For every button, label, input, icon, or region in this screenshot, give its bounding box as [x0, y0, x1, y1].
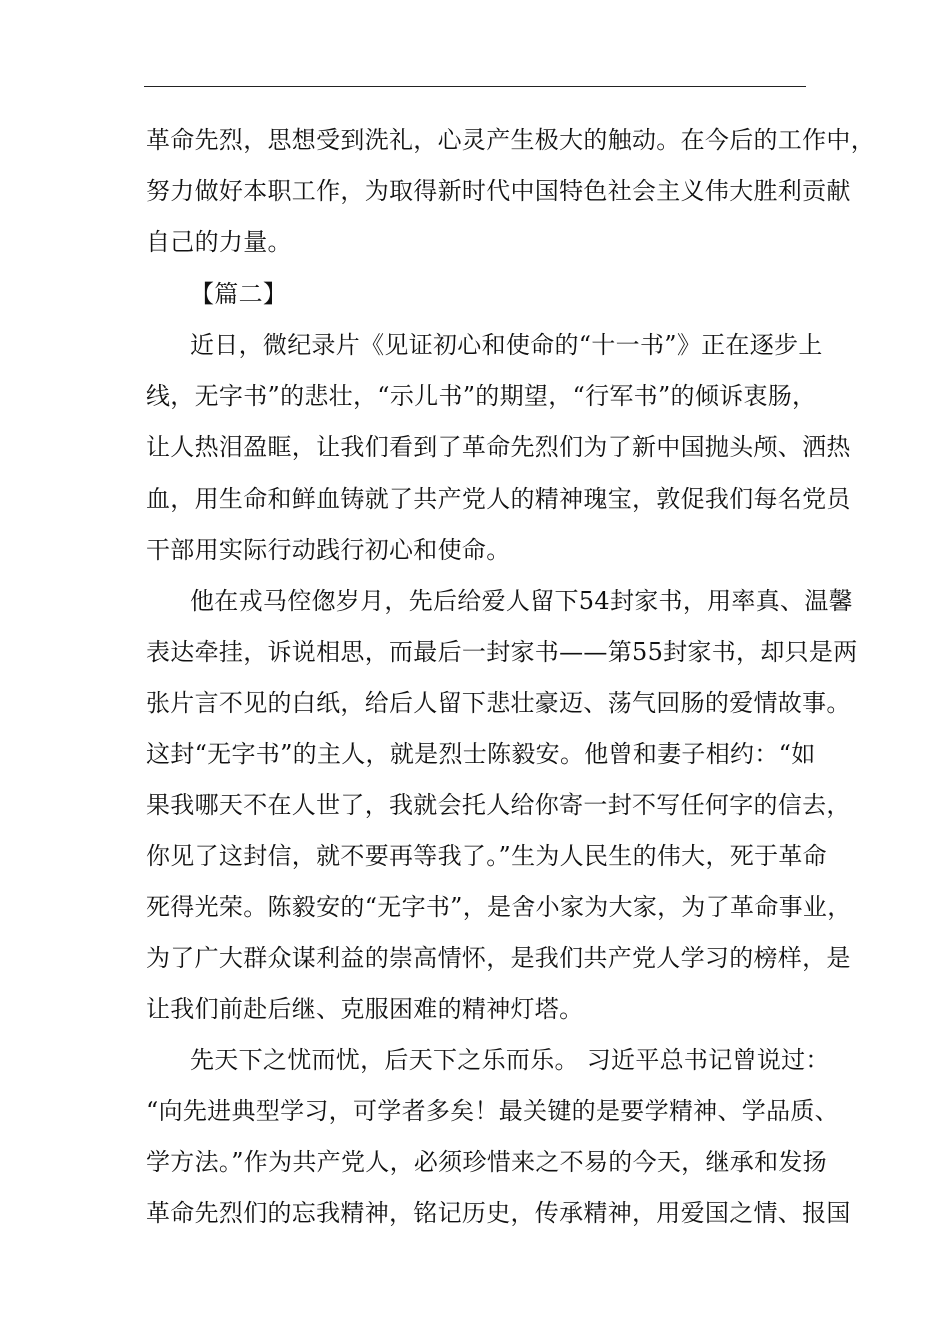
text-line: 让我们前赴后继、克服困难的精神灯塔。 [146, 995, 584, 1023]
section-heading: 【篇二】 [190, 280, 288, 308]
header-rule [144, 86, 806, 87]
text-line: 你见了这封信，就不要再等我了。”生为人民生的伟大，死于革命 [146, 842, 827, 870]
text-line: 学方法。”作为共产党人，必须珍惜来之不易的今天，继承和发扬 [146, 1148, 827, 1176]
text-line: “向先进典型学习，可学者多矣！最关键的是要学精神、学品质、 [146, 1097, 839, 1125]
text-line: 干部用实际行动践行初心和使命。 [146, 536, 511, 564]
text-line: 血，用生命和鲜血铸就了共产党人的精神瑰宝，敦促我们每名党员 [146, 485, 851, 513]
text-line: 这封“无字书”的主人，就是烈士陈毅安。他曾和妻子相约：“如 [146, 740, 816, 768]
text-line: 先天下之忧而忧，后天下之乐而乐。 习近平总书记曾说过： [190, 1046, 830, 1074]
text-line: 表达牵挂，诉说相思，而最后一封家书——第55封家书，却只是两 [146, 638, 858, 666]
text-line: 线，无字书”的悲壮，“示儿书”的期望，“行军书”的倾诉衷肠， [146, 382, 817, 410]
text-line: 让人热泪盈眶，让我们看到了革命先烈们为了新中国抛头颅、洒热 [146, 433, 851, 461]
text-line: 革命先烈，思想受到洗礼，心灵产生极大的触动。在今后的工作中， [146, 126, 875, 154]
text-line: 努力做好本职工作，为取得新时代中国特色社会主义伟大胜利贡献 [146, 177, 851, 205]
text-line: 果我哪天不在人世了，我就会托人给你寄一封不写任何字的信去， [146, 791, 851, 819]
text-line: 为了广大群众谋利益的崇高情怀，是我们共产党人学习的榜样，是 [146, 944, 851, 972]
text-line: 张片言不见的白纸，给后人留下悲壮豪迈、荡气回肠的爱情故事。 [146, 689, 851, 717]
text-line: 近日，微纪录片《见证初心和使命的“十一书”》正在逐步上 [190, 331, 823, 359]
text-line: 死得光荣。陈毅安的“无字书”，是舍小家为大家，为了革命事业， [146, 893, 852, 921]
text-line: 他在戎马倥偬岁月，先后给爱人留下54封家书，用率真、温馨 [190, 587, 853, 615]
text-line: 自己的力量。 [146, 228, 292, 256]
text-line: 革命先烈们的忘我精神，铭记历史，传承精神，用爱国之情、报国 [146, 1199, 851, 1227]
